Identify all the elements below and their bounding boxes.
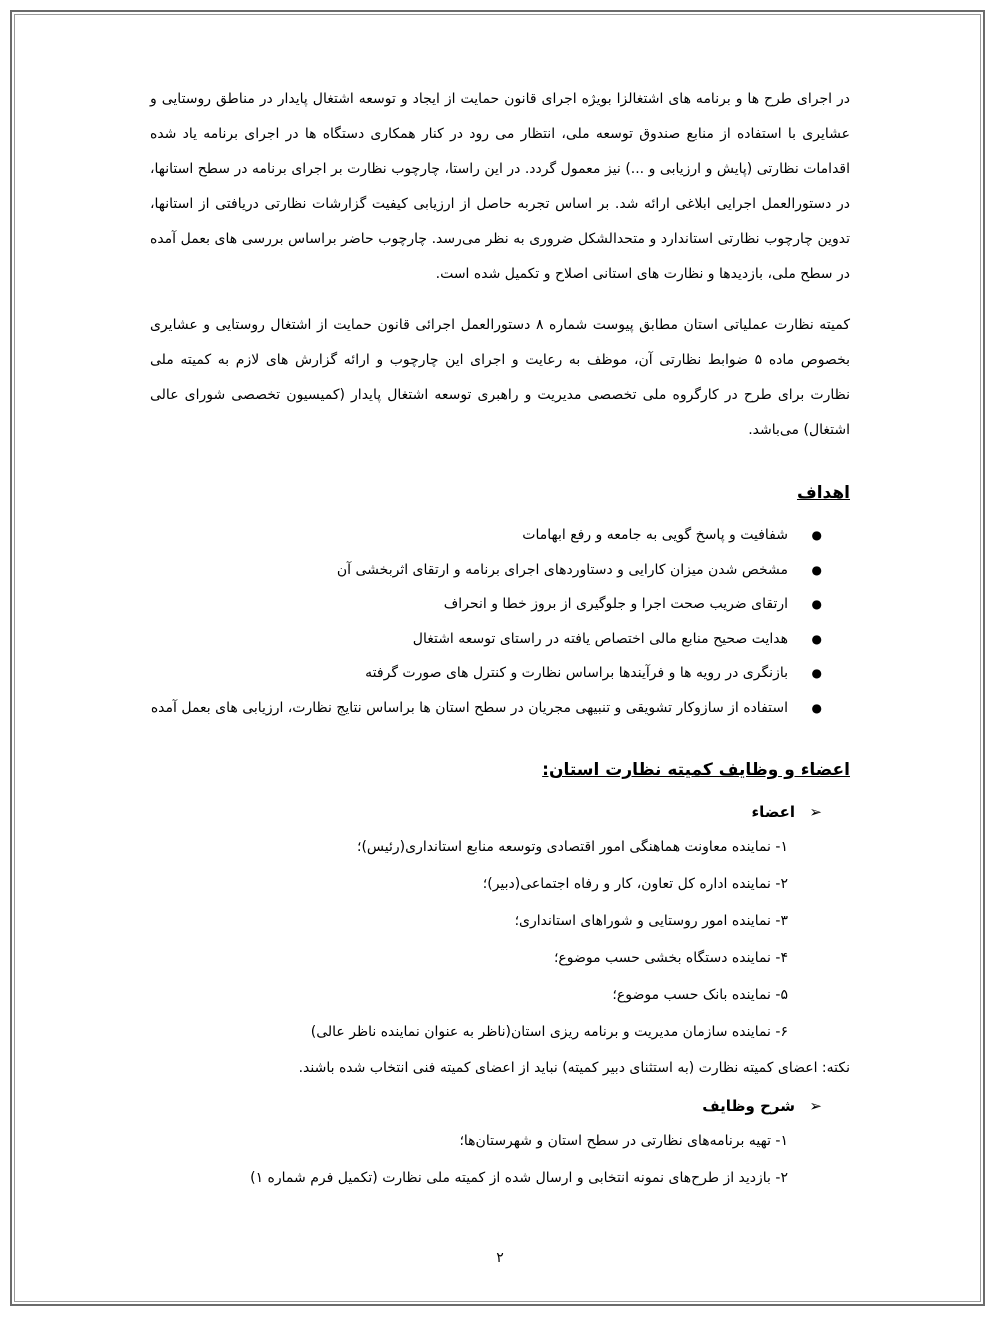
goal-item-text: بازنگری در رویه ها و فرآیندها براساس نظارت و کنترل های صورت گرفته (365, 665, 788, 681)
intro-paragraph-2: کمیته نظارت عملیاتی استان مطابق پیوست شماره ۸ دستورالعمل اجرائی قانون حمایت از اشتغال روستایی و عشایری بخصوص ماده ۵ ضوابط نظارتی آن، موظف به رعایت و اجرای این چارچوب و ارائه گزارش های لازم به کمیته ملی نظارت برای طرح در کارگروه ملی تخصصی مدیریت و راهبری توسعه اشتغال پایدار (کمیسیون تخصصی شورای عالی اشتغال) می‌باشد. (150, 317, 851, 438)
committee-heading: اعضاء و وظایف کمیته نظارت استان: (542, 760, 850, 780)
goal-item (150, 622, 822, 657)
document-body (150, 82, 850, 1197)
member-item: ۵- نماینده بانک حسب موضوع؛ (612, 987, 788, 1003)
bullet-dot-icon: ● (811, 666, 822, 680)
member-item: ۱- نماینده معاونت هماهنگی امور اقتصادی وتوسعه منابع استانداری(رئیس)؛ (357, 839, 788, 855)
members-heading-text: اعضاء (751, 803, 795, 821)
member-item: ۶- نماینده سازمان مدیریت و برنامه ریزی استان(ناظر به عنوان نماینده ناظر عالی) (310, 1024, 788, 1040)
bullet-dot-icon: ● (811, 562, 822, 577)
goal-item-text: استفاده از سازوکار تشویقی و تنبیهی مجریان در سطح استان ها براساس نتایج نظارت، ارزیابی های بعمل آمده (150, 699, 788, 716)
member-item: ۴- نماینده دستگاه بخشی حسب موضوع؛ (553, 950, 788, 966)
goal-item (150, 518, 822, 553)
bullet-dot-icon: ● (811, 597, 822, 611)
goal-item-text: ارتقای ضریب صحت اجرا و جلوگیری از بروز خطا و انحراف (443, 596, 788, 612)
goal-item-text: شفافیت و پاسخ گویی به جامعه و رفع ابهامات (522, 527, 788, 543)
arrow-right-icon: ➢ (809, 1097, 822, 1115)
committee-note: نکته: اعضای کمیته نظارت (به استثنای دبیر کمیته) نباید از اعضای کمیته فنی انتخاب شده باشند. (298, 1060, 850, 1076)
duties-heading-text: شرح وظایف (702, 1097, 795, 1115)
arrow-right-icon: ➢ (809, 803, 822, 821)
page-number: ۲ (496, 1250, 504, 1266)
member-item: ۳- نماینده امور روستایی و شوراهای استانداری؛ (514, 913, 788, 929)
bullet-dot-icon: ● (811, 528, 822, 542)
goal-item (150, 656, 822, 691)
goal-item (150, 691, 822, 726)
goal-item-text: مشخص شدن میزان کارایی و دستاوردهای اجرای برنامه و ارتقای اثربخشی آن (336, 561, 788, 578)
duty-item: ۱- تهیه برنامه‌های نظارتی در سطح استان و شهرستان‌ها؛ (459, 1133, 788, 1149)
intro-paragraph-1: در اجرای طرح ها و برنامه های اشتغالزا بویژه اجرای قانون حمایت از ایجاد و توسعه اشتغال پایدار در مناطق روستایی و عشایری با استفاده از منابع صندوق توسعه ملی، انتظار می رود در کنار همکاری دستگاه ها در اجرای برنامه یاد شده اقدامات نظارتی (پایش و ارزیابی و ...) نیز معمول گردد. در این راستا، چارچوب نظارت بر اجرای برنامه در سطح استانها، در دستورالعمل اجرایی ابلاغی ارائه شد. بر اساس تجربه حاصل از ارزیابی کیفیت گزارشات نظارتی دریافتی از استانها، تدوین چارچوب نظارتی استاندارد و متحدالشکل ضروری به نظر می‌رسد. چارچوب حاضر براساس بررسی های بعمل آمده در سطح ملی، بازدیدها و نظارت های استانی اصلاح و تکمیل شده است. (150, 91, 850, 282)
goals-list (150, 518, 850, 725)
bullet-dot-icon: ● (811, 631, 822, 646)
member-item: ۲- نماینده اداره کل تعاون، کار و رفاه اجتماعی(دبیر)؛ (482, 876, 788, 892)
goal-item (150, 553, 822, 588)
members-heading (150, 795, 850, 829)
goal-item (150, 587, 822, 622)
goals-heading: اهداف (796, 483, 850, 503)
bullet-dot-icon: ● (811, 700, 822, 715)
goal-item-text: هدایت صحیح منابع مالی اختصاص یافته در راستای توسعه اشتغال (412, 630, 788, 647)
duty-item: ۲- بازدید از طرح‌های نمونه انتخابی و ارسال شده از کمیته ملی نظارت (تکمیل فرم شماره ۱) (250, 1170, 788, 1186)
duties-heading (150, 1089, 850, 1123)
